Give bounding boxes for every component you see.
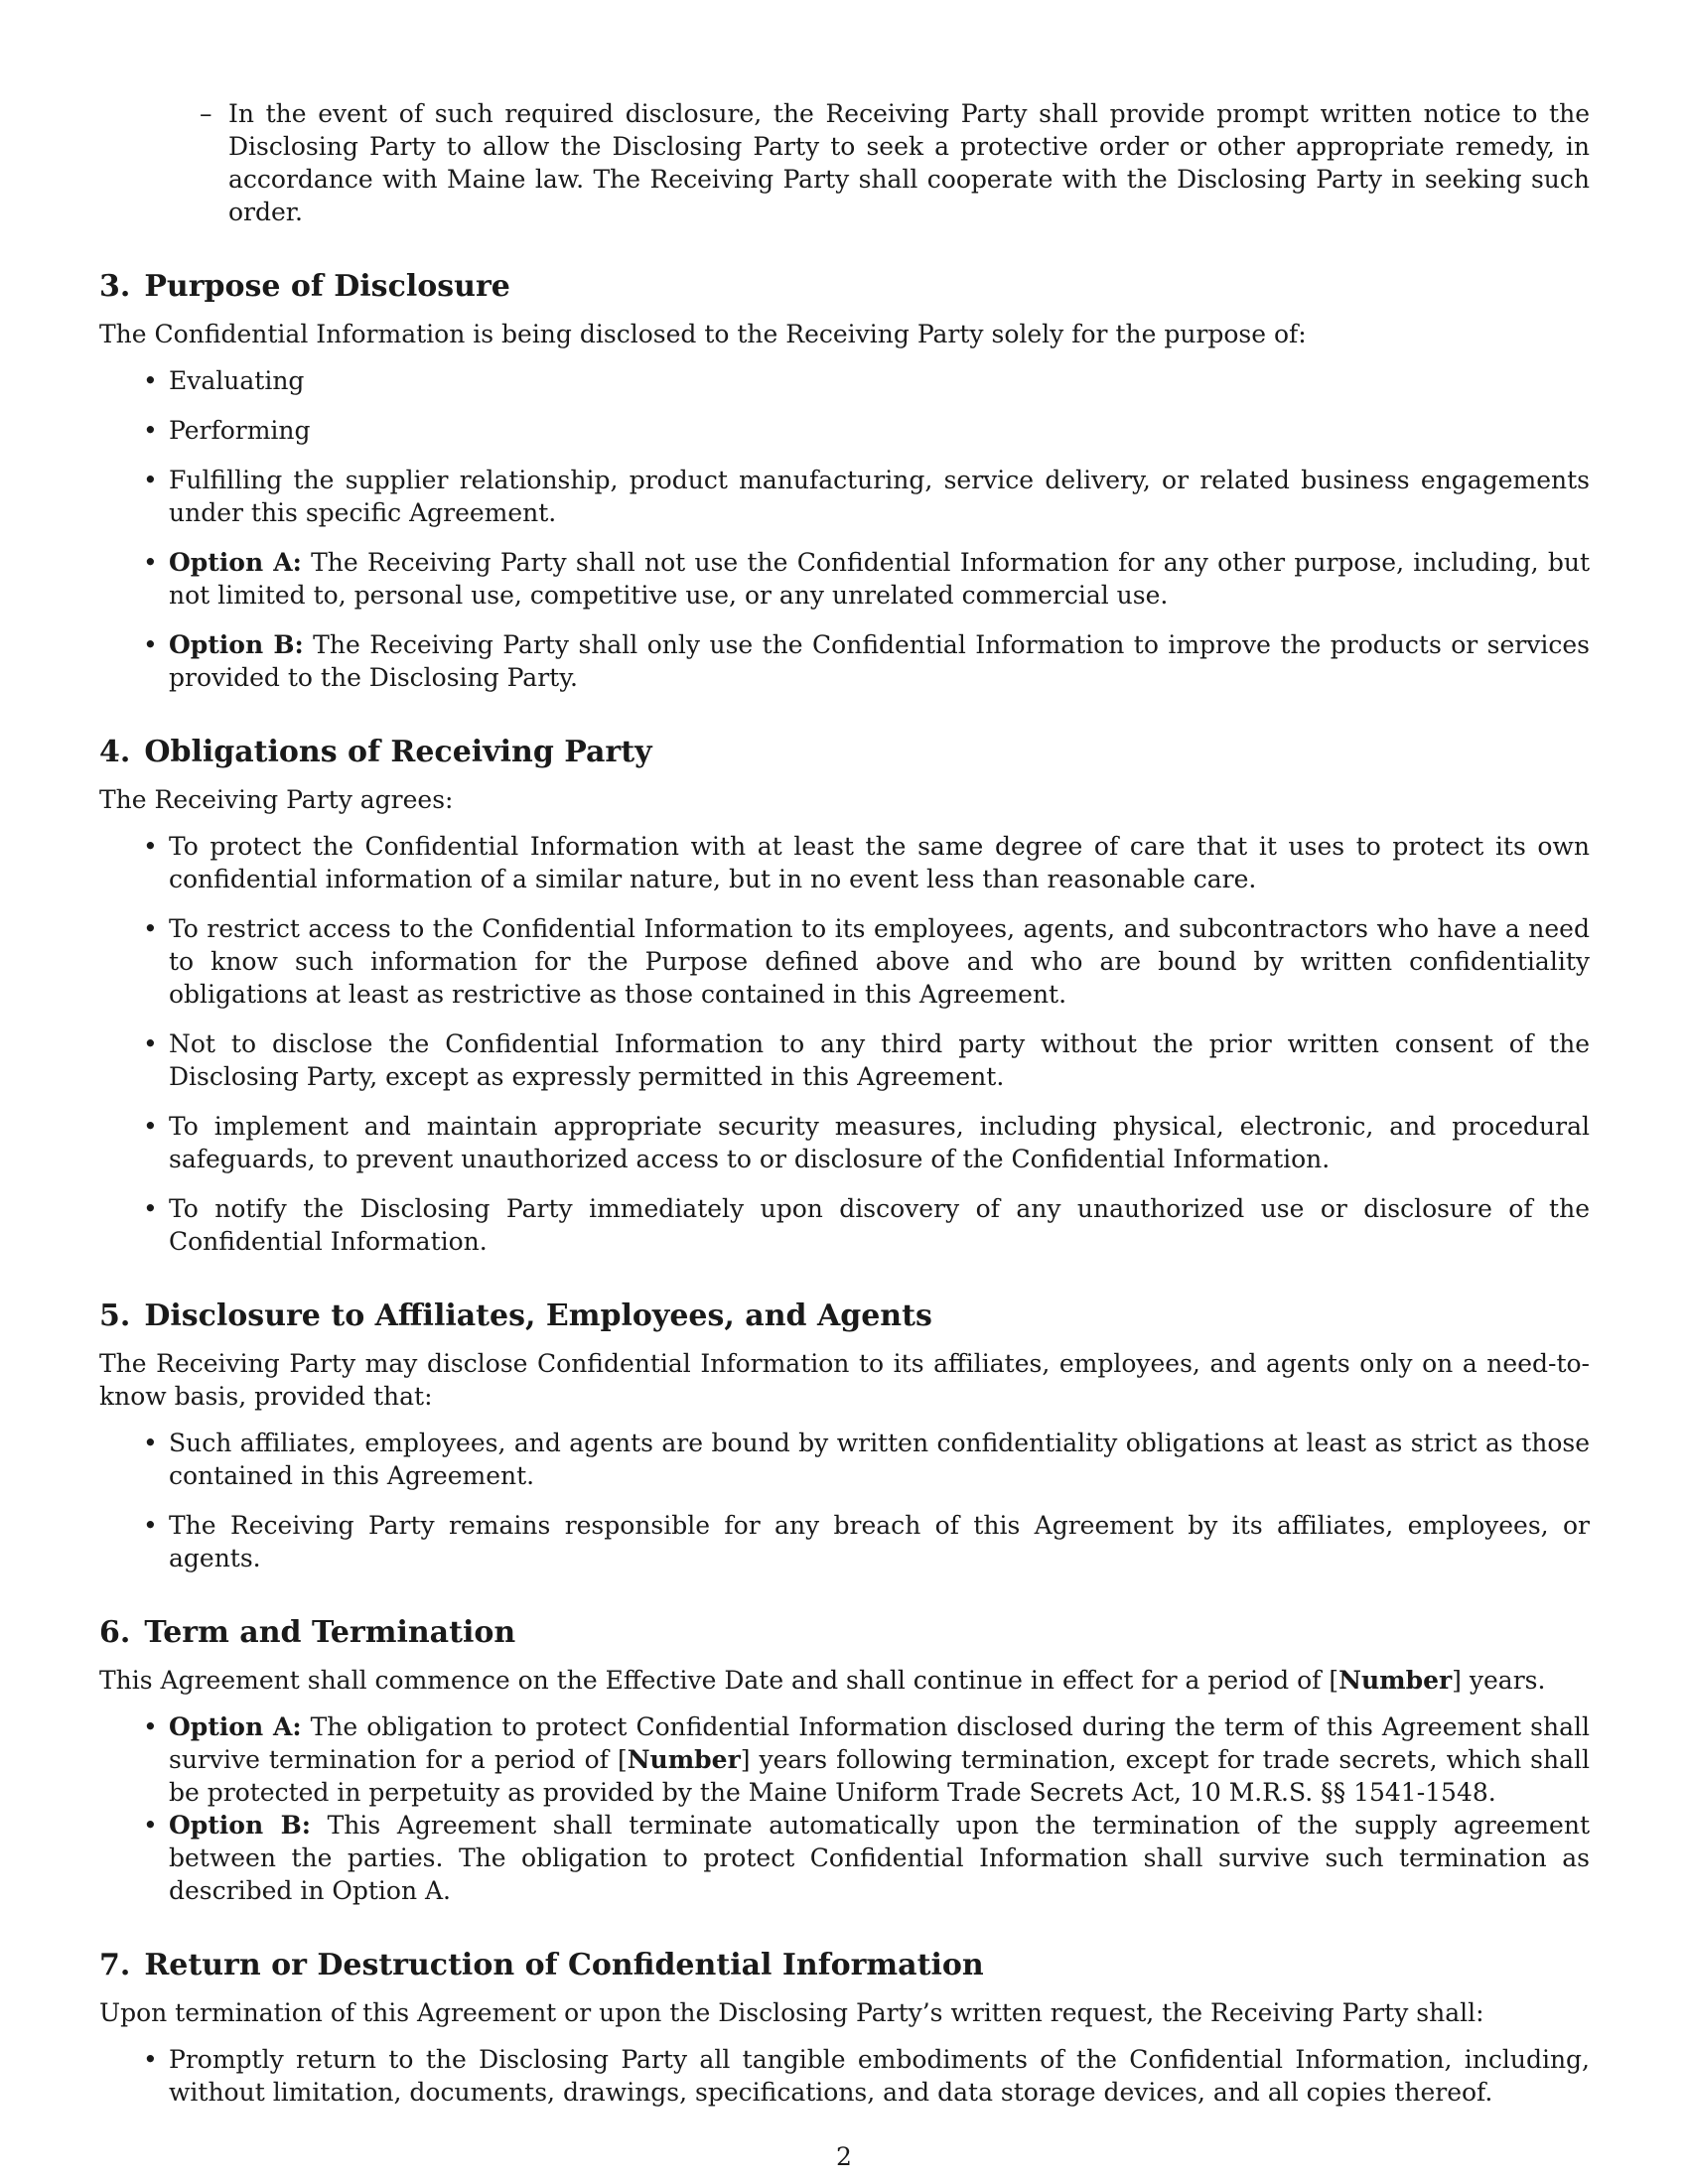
bullet-icon: • (143, 1194, 158, 1223)
section-3-heading (99, 268, 1590, 306)
list-item-text: Fulfilling the supplier relationship, product manufacturing, service delivery, or related business engagements under this specific Agreement. (169, 466, 1590, 527)
section-title: Return or Destruction of Confidential Information (144, 1948, 984, 1982)
bullet-icon: • (143, 366, 158, 395)
list-item (143, 912, 1590, 1011)
list-item (143, 546, 1590, 612)
list-item-text: Promptly return to the Disclosing Party all tangible embodiments of the Confidential Information, including, without limitation, documents, drawings, specifications, and data storage devices, and all copies thereof. (169, 2045, 1590, 2107)
list-item (143, 1710, 1591, 1809)
page-number: 2 (836, 2142, 852, 2171)
section-number: 4. (99, 735, 131, 769)
bullet-icon: • (143, 1429, 158, 1457)
list-item (143, 1027, 1590, 1093)
placeholder-number: Number (627, 1745, 741, 1774)
section-5-list (99, 1427, 1590, 1574)
list-item-text: Not to disclose the Confidential Information to any third party without the prior written consent of the Disclosing Party, except as expressly permitted in this Agreement. (169, 1029, 1590, 1091)
intro-text: This Agreement shall commence on the Effective Date and shall continue in effect for a period of [ (99, 1666, 1339, 1695)
section-7-list (99, 2043, 1590, 2109)
list-item-text: To notify the Disclosing Party immediately upon discovery of any unauthorized use or disclosure of the Confidential Information. (169, 1194, 1590, 1256)
bullet-icon: • (143, 1811, 158, 1840)
list-item (143, 1192, 1590, 1258)
continuation-item (200, 97, 1590, 228)
bullet-icon: • (143, 630, 158, 659)
section-title: Disclosure to Affiliates, Employees, and Agents (144, 1298, 932, 1333)
option-label: Option A: (169, 548, 302, 577)
section-number: 7. (99, 1948, 131, 1982)
section-title: Obligations of Receiving Party (144, 735, 652, 769)
bullet-icon: • (143, 416, 158, 445)
option-text: The Receiving Party shall only use the Confidential Information to improve the products or services provided to the Disclosing Party. (169, 630, 1590, 692)
bullet-icon: • (143, 914, 158, 943)
list-item (143, 2043, 1590, 2109)
dash-marker: – (200, 99, 212, 128)
intro-text: ] years. (1452, 1666, 1546, 1695)
option-label: Option B: (169, 1811, 311, 1840)
continuation-text: In the event of such required disclosure, the Receiving Party shall provide prompt written notice to the Disclosing Party to allow the Disclosing Party to seek a protective order or other appropriate remedy, in accordance with Maine law. The Receiving Party shall cooperate with the Disclosing Party in seeking such order. (228, 99, 1590, 226)
bullet-icon: • (143, 832, 158, 861)
section-7-heading (99, 1947, 1590, 1984)
list-item (143, 414, 1590, 447)
section-number: 6. (99, 1615, 131, 1650)
list-item (143, 628, 1590, 694)
section-title: Term and Termination (144, 1615, 516, 1650)
list-item (143, 1427, 1590, 1492)
list-item-text: To implement and maintain appropriate security measures, including physical, electronic, and procedural safeguards, to prevent unauthorized access to or disclosure of the Confidential Information. (169, 1112, 1590, 1173)
document-page (99, 97, 1590, 2125)
option-label: Option B: (169, 630, 304, 659)
section-title: Purpose of Disclosure (144, 269, 510, 304)
list-item-text: To protect the Confidential Information with at least the same degree of care that it uses to protect its own confidential information of a similar nature, but in no event less than reasonable care. (169, 832, 1590, 893)
section-6-heading (99, 1614, 1590, 1652)
section-7-intro: Upon termination of this Agreement or upon the Disclosing Party’s written request, the Receiving Party shall: (99, 1998, 1484, 2027)
list-item-text: To restrict access to the Confidential Information to its employees, agents, and subcontractors who have a need to know such information for the Purpose defined above and who are bound by written confidentiality obligations at least as restrictive as those contained in this Agreement. (169, 914, 1590, 1009)
list-item (143, 464, 1590, 529)
section-4-heading (99, 734, 1590, 771)
list-item-text: Such affiliates, employees, and agents are bound by written confidentiality obligations at least as strict as those contained in this Agreement. (169, 1429, 1590, 1490)
section-5-intro: The Receiving Party may disclose Confidential Information to its affiliates, employees, and agents only on a need-to-know basis, provided that: (99, 1349, 1590, 1411)
bullet-icon: • (143, 1511, 158, 1540)
section-3-list (99, 364, 1590, 694)
section-3-intro: The Confidential Information is being disclosed to the Receiving Party solely for the purpose of: (99, 320, 1307, 348)
bullet-icon: • (143, 466, 158, 494)
list-item-text: The Receiving Party remains responsible for any breach of this Agreement by its affiliates, employees, or agents. (169, 1511, 1590, 1572)
section-6-intro (99, 1664, 1590, 1697)
list-item-text: Performing (169, 416, 311, 445)
option-text: The Receiving Party shall not use the Confidential Information for any other purpose, including, but not limited to, personal use, competitive use, or any unrelated commercial use. (169, 548, 1590, 610)
list-item (143, 1809, 1590, 1907)
option-text: ] years following termination, except for trade secrets, which shall be protected in perpetuity as provided by the Maine Uniform Trade Secrets Act, 10 M.R.S. §§ 1541-1548. (169, 1745, 1591, 1807)
section-number: 5. (99, 1298, 131, 1333)
bullet-icon: • (143, 1712, 158, 1741)
section-4-list (99, 830, 1590, 1258)
list-item (143, 830, 1590, 895)
list-item (143, 1110, 1590, 1175)
option-label: Option A: (169, 1712, 302, 1741)
list-item (143, 364, 1590, 397)
list-item (143, 1509, 1590, 1574)
option-text: The obligation to protect Confidential Information disclosed during the term of this Agreement shall survive termination for a period of [ (169, 1712, 1590, 1774)
option-text: This Agreement shall terminate automatically upon the termination of the supply agreement between the parties. The obligation to protect Confidential Information shall survive such termination as described in Option A. (169, 1811, 1590, 1905)
list-item-text: Evaluating (169, 366, 305, 395)
bullet-icon: • (143, 1112, 158, 1141)
section-6-list (99, 1710, 1590, 1907)
placeholder-number: Number (1338, 1666, 1453, 1695)
bullet-icon: • (143, 2045, 158, 2074)
bullet-icon: • (143, 1029, 158, 1058)
section-number: 3. (99, 269, 131, 304)
section-4-intro: The Receiving Party agrees: (99, 785, 454, 814)
section-5-heading (99, 1297, 1590, 1335)
bullet-icon: • (143, 548, 158, 577)
